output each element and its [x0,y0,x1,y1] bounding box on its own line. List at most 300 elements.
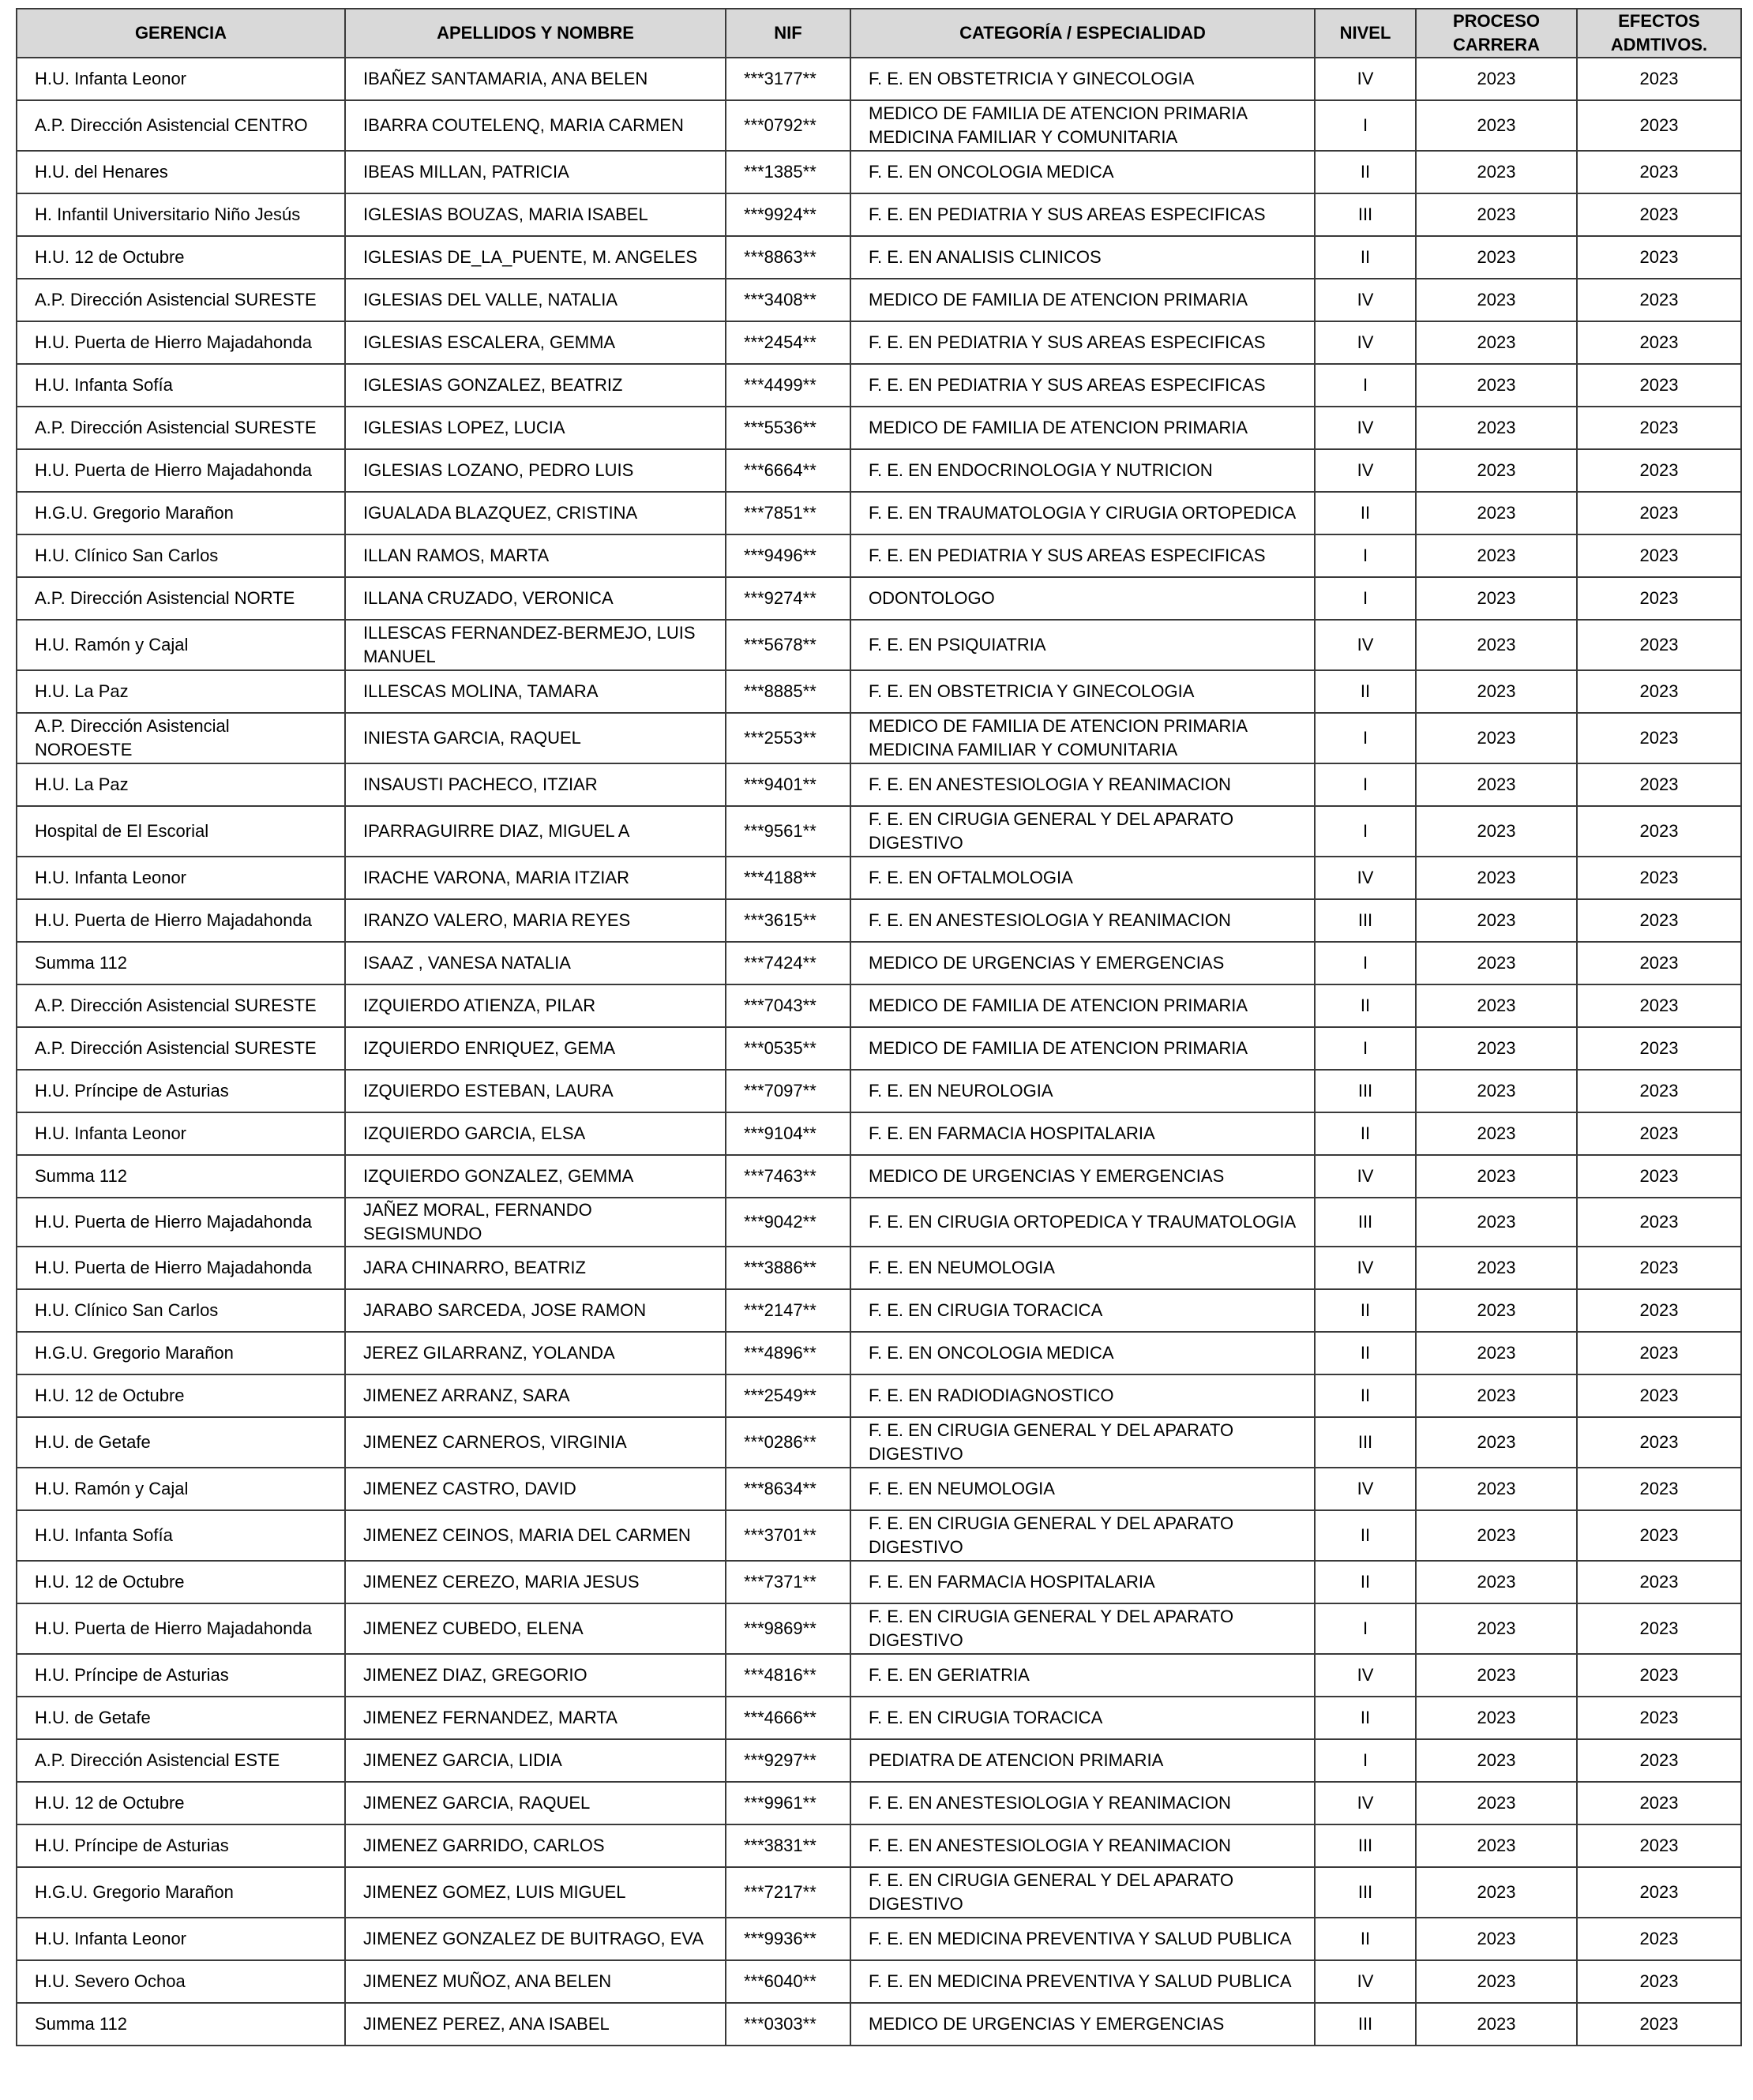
cell-nif: ***3886** [726,1247,850,1289]
table-row [17,1155,1741,1198]
cell-nivel: III [1315,1824,1416,1867]
cell-categoria: F. E. EN CIRUGIA GENERAL Y DEL APARATO DIGESTIVO [850,1867,1315,1918]
table-row [17,100,1741,151]
table-row [17,577,1741,620]
cell-nivel: IV [1315,279,1416,321]
cell-efectos: 2023 [1577,2003,1741,2046]
cell-gerencia: H.U. Puerta de Hierro Majadahonda [17,1198,345,1247]
cell-proceso: 2023 [1416,1561,1577,1603]
cell-categoria: F. E. EN OFTALMOLOGIA [850,857,1315,899]
cell-proceso: 2023 [1416,492,1577,534]
cell-efectos: 2023 [1577,58,1741,100]
table-row [17,620,1741,670]
table-row [17,449,1741,492]
cell-categoria: F. E. EN ONCOLOGIA MEDICA [850,151,1315,193]
cell-gerencia: H.G.U. Gregorio Marañon [17,1332,345,1374]
staff-table [16,8,1742,2046]
cell-nivel: IV [1315,1782,1416,1824]
cell-efectos: 2023 [1577,534,1741,577]
cell-nif: ***6664** [726,449,850,492]
cell-nivel: II [1315,1374,1416,1417]
cell-efectos: 2023 [1577,577,1741,620]
cell-proceso: 2023 [1416,1289,1577,1332]
table-row [17,1960,1741,2003]
cell-gerencia: H.U. Príncipe de Asturias [17,1654,345,1697]
cell-nivel: III [1315,1867,1416,1918]
cell-proceso: 2023 [1416,236,1577,279]
cell-nivel: III [1315,1198,1416,1247]
cell-proceso: 2023 [1416,899,1577,942]
cell-proceso: 2023 [1416,1697,1577,1739]
cell-nombre: IBAÑEZ SANTAMARIA, ANA BELEN [345,58,726,100]
cell-gerencia: A.P. Dirección Asistencial NOROESTE [17,713,345,763]
cell-efectos: 2023 [1577,193,1741,236]
cell-proceso: 2023 [1416,713,1577,763]
cell-nivel: IV [1315,407,1416,449]
cell-proceso: 2023 [1416,2003,1577,2046]
cell-nombre: INSAUSTI PACHECO, ITZIAR [345,763,726,806]
cell-proceso: 2023 [1416,321,1577,364]
cell-categoria: F. E. EN ANALISIS CLINICOS [850,236,1315,279]
cell-proceso: 2023 [1416,1603,1577,1654]
cell-efectos: 2023 [1577,1739,1741,1782]
cell-nif: ***5536** [726,407,850,449]
table-row [17,1697,1741,1739]
cell-nombre: ISAAZ , VANESA NATALIA [345,942,726,984]
cell-nivel: II [1315,1918,1416,1960]
cell-categoria: F. E. EN PEDIATRIA Y SUS AREAS ESPECIFICAS [850,193,1315,236]
table-row [17,407,1741,449]
cell-efectos: 2023 [1577,1960,1741,2003]
cell-efectos: 2023 [1577,984,1741,1027]
table-row [17,713,1741,763]
cell-nif: ***3177** [726,58,850,100]
cell-efectos: 2023 [1577,1417,1741,1468]
cell-nombre: JEREZ GILARRANZ, YOLANDA [345,1332,726,1374]
cell-nombre: JIMENEZ FERNANDEZ, MARTA [345,1697,726,1739]
cell-nif: ***6040** [726,1960,850,2003]
cell-nombre: IPARRAGUIRRE DIAZ, MIGUEL A [345,806,726,857]
header-row [17,9,1741,58]
cell-categoria: MEDICO DE FAMILIA DE ATENCION PRIMARIA [850,1027,1315,1070]
cell-gerencia: A.P. Dirección Asistencial CENTRO [17,100,345,151]
cell-nif: ***2553** [726,713,850,763]
cell-nif: ***0286** [726,1417,850,1468]
table-row [17,1824,1741,1867]
cell-nombre: IZQUIERDO ATIENZA, PILAR [345,984,726,1027]
cell-proceso: 2023 [1416,1824,1577,1867]
cell-nombre: JIMENEZ CASTRO, DAVID [345,1468,726,1510]
cell-nif: ***4188** [726,857,850,899]
cell-categoria: F. E. EN FARMACIA HOSPITALARIA [850,1561,1315,1603]
cell-gerencia: Summa 112 [17,1155,345,1198]
cell-proceso: 2023 [1416,984,1577,1027]
document-page [16,8,1742,2046]
cell-gerencia: H.U. Ramón y Cajal [17,620,345,670]
cell-proceso: 2023 [1416,193,1577,236]
cell-efectos: 2023 [1577,1918,1741,1960]
table-row [17,984,1741,1027]
cell-nivel: I [1315,942,1416,984]
header-nivel: NIVEL [1315,9,1416,58]
cell-nivel: II [1315,1697,1416,1739]
cell-nivel: II [1315,670,1416,713]
cell-proceso: 2023 [1416,58,1577,100]
cell-efectos: 2023 [1577,1561,1741,1603]
cell-nivel: IV [1315,620,1416,670]
cell-nivel: I [1315,1027,1416,1070]
cell-efectos: 2023 [1577,1155,1741,1198]
cell-nif: ***8863** [726,236,850,279]
cell-nivel: I [1315,577,1416,620]
cell-categoria: MEDICO DE URGENCIAS Y EMERGENCIAS [850,1155,1315,1198]
cell-categoria: F. E. EN PEDIATRIA Y SUS AREAS ESPECIFICAS [850,364,1315,407]
cell-nombre: ILLAN RAMOS, MARTA [345,534,726,577]
cell-efectos: 2023 [1577,1070,1741,1112]
cell-nivel: II [1315,1332,1416,1374]
cell-gerencia: H.U. 12 de Octubre [17,1782,345,1824]
cell-efectos: 2023 [1577,899,1741,942]
cell-nombre: IGLESIAS DE_LA_PUENTE, M. ANGELES [345,236,726,279]
cell-nombre: JIMENEZ ARRANZ, SARA [345,1374,726,1417]
table-row [17,492,1741,534]
cell-proceso: 2023 [1416,763,1577,806]
cell-gerencia: Summa 112 [17,942,345,984]
cell-proceso: 2023 [1416,407,1577,449]
cell-categoria: MEDICO DE FAMILIA DE ATENCION PRIMARIA [850,984,1315,1027]
cell-nif: ***2454** [726,321,850,364]
header-gerencia: GERENCIA [17,9,345,58]
cell-proceso: 2023 [1416,1070,1577,1112]
cell-categoria: F. E. EN PSIQUIATRIA [850,620,1315,670]
cell-categoria: F. E. EN OBSTETRICIA Y GINECOLOGIA [850,58,1315,100]
cell-efectos: 2023 [1577,713,1741,763]
table-row [17,670,1741,713]
table-row [17,1918,1741,1960]
cell-gerencia: H. Infantil Universitario Niño Jesús [17,193,345,236]
cell-gerencia: A.P. Dirección Asistencial ESTE [17,1739,345,1782]
cell-proceso: 2023 [1416,1155,1577,1198]
cell-proceso: 2023 [1416,279,1577,321]
cell-gerencia: H.U. de Getafe [17,1417,345,1468]
cell-gerencia: H.U. Infanta Sofía [17,1510,345,1561]
cell-nivel: IV [1315,58,1416,100]
cell-nivel: I [1315,763,1416,806]
cell-efectos: 2023 [1577,1654,1741,1697]
cell-gerencia: H.U. Clínico San Carlos [17,534,345,577]
cell-proceso: 2023 [1416,534,1577,577]
table-row [17,1561,1741,1603]
cell-categoria: F. E. EN FARMACIA HOSPITALARIA [850,1112,1315,1155]
cell-nivel: III [1315,899,1416,942]
cell-nif: ***2549** [726,1374,850,1417]
cell-proceso: 2023 [1416,364,1577,407]
cell-nombre: IGLESIAS BOUZAS, MARIA ISABEL [345,193,726,236]
cell-nivel: II [1315,984,1416,1027]
cell-gerencia: H.U. Príncipe de Asturias [17,1824,345,1867]
cell-nif: ***9869** [726,1603,850,1654]
cell-efectos: 2023 [1577,1027,1741,1070]
cell-gerencia: H.U. Ramón y Cajal [17,1468,345,1510]
cell-proceso: 2023 [1416,577,1577,620]
cell-nombre: IGLESIAS DEL VALLE, NATALIA [345,279,726,321]
header-nombre: APELLIDOS Y NOMBRE [345,9,726,58]
cell-efectos: 2023 [1577,1198,1741,1247]
cell-efectos: 2023 [1577,670,1741,713]
cell-nivel: II [1315,1289,1416,1332]
table-row [17,857,1741,899]
cell-nif: ***5678** [726,620,850,670]
cell-nombre: JIMENEZ CUBEDO, ELENA [345,1603,726,1654]
cell-efectos: 2023 [1577,806,1741,857]
cell-efectos: 2023 [1577,100,1741,151]
cell-nivel: II [1315,1510,1416,1561]
cell-efectos: 2023 [1577,1510,1741,1561]
cell-nombre: IGLESIAS LOZANO, PEDRO LUIS [345,449,726,492]
table-row [17,534,1741,577]
cell-gerencia: H.G.U. Gregorio Marañon [17,492,345,534]
cell-nombre: IZQUIERDO ESTEBAN, LAURA [345,1070,726,1112]
cell-nombre: IZQUIERDO GONZALEZ, GEMMA [345,1155,726,1198]
cell-gerencia: H.U. 12 de Octubre [17,1561,345,1603]
table-row [17,321,1741,364]
cell-categoria: F. E. EN ANESTESIOLOGIA Y REANIMACION [850,763,1315,806]
cell-efectos: 2023 [1577,857,1741,899]
cell-categoria: F. E. EN TRAUMATOLOGIA Y CIRUGIA ORTOPEDICA [850,492,1315,534]
cell-efectos: 2023 [1577,1289,1741,1332]
cell-nif: ***7851** [726,492,850,534]
table-row [17,1603,1741,1654]
cell-nivel: I [1315,1603,1416,1654]
cell-nombre: JIMENEZ CEREZO, MARIA JESUS [345,1561,726,1603]
cell-nivel: III [1315,1070,1416,1112]
cell-nif: ***9936** [726,1918,850,1960]
cell-nombre: JIMENEZ CEINOS, MARIA DEL CARMEN [345,1510,726,1561]
cell-gerencia: H.U. Puerta de Hierro Majadahonda [17,321,345,364]
cell-gerencia: A.P. Dirección Asistencial SURESTE [17,984,345,1027]
cell-categoria: F. E. EN NEUMOLOGIA [850,1247,1315,1289]
cell-efectos: 2023 [1577,1332,1741,1374]
cell-categoria: F. E. EN CIRUGIA TORACICA [850,1289,1315,1332]
cell-proceso: 2023 [1416,1468,1577,1510]
cell-nif: ***0792** [726,100,850,151]
cell-nif: ***9401** [726,763,850,806]
cell-nif: ***3701** [726,1510,850,1561]
cell-nombre: JIMENEZ GARCIA, RAQUEL [345,1782,726,1824]
table-row [17,2003,1741,2046]
cell-categoria: MEDICO DE FAMILIA DE ATENCION PRIMARIA MEDICINA FAMILIAR Y COMUNITARIA [850,100,1315,151]
cell-proceso: 2023 [1416,449,1577,492]
cell-categoria: PEDIATRA DE ATENCION PRIMARIA [850,1739,1315,1782]
cell-efectos: 2023 [1577,763,1741,806]
table-row [17,1417,1741,1468]
cell-nombre: ILLESCAS MOLINA, TAMARA [345,670,726,713]
cell-categoria: MEDICO DE FAMILIA DE ATENCION PRIMARIA MEDICINA FAMILIAR Y COMUNITARIA [850,713,1315,763]
cell-nombre: IBEAS MILLAN, PATRICIA [345,151,726,193]
cell-nif: ***3615** [726,899,850,942]
cell-categoria: F. E. EN NEUROLOGIA [850,1070,1315,1112]
cell-categoria: F. E. EN CIRUGIA GENERAL Y DEL APARATO DIGESTIVO [850,1417,1315,1468]
cell-gerencia: H.U. del Henares [17,151,345,193]
cell-nivel: IV [1315,449,1416,492]
cell-proceso: 2023 [1416,1112,1577,1155]
header-nif: NIF [726,9,850,58]
table-row [17,1070,1741,1112]
cell-nivel: I [1315,100,1416,151]
cell-proceso: 2023 [1416,620,1577,670]
cell-nombre: IRANZO VALERO, MARIA REYES [345,899,726,942]
cell-categoria: F. E. EN ANESTESIOLOGIA Y REANIMACION [850,1824,1315,1867]
cell-gerencia: A.P. Dirección Asistencial SURESTE [17,279,345,321]
table-row [17,1374,1741,1417]
cell-nif: ***7463** [726,1155,850,1198]
cell-categoria: F. E. EN ONCOLOGIA MEDICA [850,1332,1315,1374]
cell-gerencia: H.U. Puerta de Hierro Majadahonda [17,899,345,942]
cell-nif: ***9496** [726,534,850,577]
cell-nif: ***0535** [726,1027,850,1070]
cell-nivel: I [1315,806,1416,857]
cell-nivel: II [1315,236,1416,279]
cell-nombre: IZQUIERDO GARCIA, ELSA [345,1112,726,1155]
cell-proceso: 2023 [1416,1198,1577,1247]
cell-gerencia: H.U. 12 de Octubre [17,236,345,279]
cell-nombre: IZQUIERDO ENRIQUEZ, GEMA [345,1027,726,1070]
cell-nivel: IV [1315,1155,1416,1198]
cell-nombre: IGUALADA BLAZQUEZ, CRISTINA [345,492,726,534]
cell-categoria: F. E. EN CIRUGIA GENERAL Y DEL APARATO DIGESTIVO [850,806,1315,857]
cell-categoria: F. E. EN CIRUGIA TORACICA [850,1697,1315,1739]
table-row [17,364,1741,407]
cell-nivel: IV [1315,321,1416,364]
cell-gerencia: H.U. Infanta Leonor [17,1112,345,1155]
cell-nivel: I [1315,364,1416,407]
cell-nivel: IV [1315,857,1416,899]
cell-gerencia: H.U. Infanta Leonor [17,857,345,899]
cell-categoria: ODONTOLOGO [850,577,1315,620]
cell-proceso: 2023 [1416,857,1577,899]
cell-nombre: JIMENEZ GARRIDO, CARLOS [345,1824,726,1867]
header-efectos: EFECTOS ADMTIVOS. [1577,9,1741,58]
cell-categoria: F. E. EN PEDIATRIA Y SUS AREAS ESPECIFICAS [850,534,1315,577]
table-row [17,1654,1741,1697]
cell-nombre: JIMENEZ GOMEZ, LUIS MIGUEL [345,1867,726,1918]
cell-categoria: F. E. EN MEDICINA PREVENTIVA Y SALUD PUBLICA [850,1918,1315,1960]
table-row [17,1112,1741,1155]
cell-nombre: JIMENEZ MUÑOZ, ANA BELEN [345,1960,726,2003]
cell-categoria: F. E. EN NEUMOLOGIA [850,1468,1315,1510]
cell-efectos: 2023 [1577,620,1741,670]
cell-gerencia: H.U. Infanta Leonor [17,1918,345,1960]
cell-nif: ***4896** [726,1332,850,1374]
cell-categoria: F. E. EN CIRUGIA ORTOPEDICA Y TRAUMATOLOGIA [850,1198,1315,1247]
cell-nif: ***2147** [726,1289,850,1332]
cell-nif: ***7217** [726,1867,850,1918]
cell-nivel: III [1315,2003,1416,2046]
cell-nombre: IBARRA COUTELENQ, MARIA CARMEN [345,100,726,151]
cell-nif: ***3831** [726,1824,850,1867]
table-row [17,236,1741,279]
cell-nombre: JIMENEZ GARCIA, LIDIA [345,1739,726,1782]
cell-proceso: 2023 [1416,100,1577,151]
table-row [17,193,1741,236]
cell-categoria: F. E. EN OBSTETRICIA Y GINECOLOGIA [850,670,1315,713]
cell-gerencia: H.U. Infanta Leonor [17,58,345,100]
cell-efectos: 2023 [1577,1782,1741,1824]
table-row [17,58,1741,100]
cell-nivel: II [1315,1561,1416,1603]
table-row [17,942,1741,984]
cell-gerencia: H.U. Severo Ochoa [17,1960,345,2003]
cell-gerencia: H.U. Puerta de Hierro Majadahonda [17,449,345,492]
cell-proceso: 2023 [1416,1374,1577,1417]
cell-nif: ***0303** [726,2003,850,2046]
cell-efectos: 2023 [1577,407,1741,449]
table-row [17,1782,1741,1824]
cell-nombre: ILLANA CRUZADO, VERONICA [345,577,726,620]
cell-proceso: 2023 [1416,1960,1577,2003]
cell-gerencia: H.U. Príncipe de Asturias [17,1070,345,1112]
cell-proceso: 2023 [1416,1510,1577,1561]
cell-nif: ***8885** [726,670,850,713]
cell-nivel: III [1315,193,1416,236]
cell-nivel: I [1315,1739,1416,1782]
cell-nif: ***9561** [726,806,850,857]
cell-proceso: 2023 [1416,942,1577,984]
cell-nivel: IV [1315,1654,1416,1697]
cell-efectos: 2023 [1577,449,1741,492]
table-row [17,1468,1741,1510]
cell-nivel: IV [1315,1960,1416,2003]
cell-nivel: II [1315,492,1416,534]
table-row [17,899,1741,942]
cell-efectos: 2023 [1577,364,1741,407]
cell-nombre: JIMENEZ CARNEROS, VIRGINIA [345,1417,726,1468]
cell-nif: ***7371** [726,1561,850,1603]
cell-nif: ***4666** [726,1697,850,1739]
cell-proceso: 2023 [1416,1247,1577,1289]
cell-efectos: 2023 [1577,236,1741,279]
cell-gerencia: Hospital de El Escorial [17,806,345,857]
cell-nivel: I [1315,534,1416,577]
table-row [17,151,1741,193]
cell-categoria: F. E. EN GERIATRIA [850,1654,1315,1697]
cell-categoria: F. E. EN CIRUGIA GENERAL Y DEL APARATO DIGESTIVO [850,1510,1315,1561]
table-row [17,1867,1741,1918]
table-row [17,763,1741,806]
cell-categoria: F. E. EN MEDICINA PREVENTIVA Y SALUD PUBLICA [850,1960,1315,2003]
cell-categoria: MEDICO DE URGENCIAS Y EMERGENCIAS [850,2003,1315,2046]
cell-nombre: JARA CHINARRO, BEATRIZ [345,1247,726,1289]
cell-nif: ***9961** [726,1782,850,1824]
cell-proceso: 2023 [1416,151,1577,193]
cell-proceso: 2023 [1416,806,1577,857]
cell-nif: ***7043** [726,984,850,1027]
cell-gerencia: H.U. Puerta de Hierro Majadahonda [17,1603,345,1654]
cell-gerencia: A.P. Dirección Asistencial NORTE [17,577,345,620]
cell-nif: ***1385** [726,151,850,193]
cell-nif: ***7424** [726,942,850,984]
cell-proceso: 2023 [1416,1918,1577,1960]
cell-nombre: ILLESCAS FERNANDEZ-BERMEJO, LUIS MANUEL [345,620,726,670]
cell-nivel: III [1315,1417,1416,1468]
cell-nombre: IGLESIAS ESCALERA, GEMMA [345,321,726,364]
cell-nivel: II [1315,151,1416,193]
cell-efectos: 2023 [1577,942,1741,984]
table-row [17,279,1741,321]
cell-nombre: JIMENEZ GONZALEZ DE BUITRAGO, EVA [345,1918,726,1960]
cell-efectos: 2023 [1577,492,1741,534]
cell-nombre: IGLESIAS LOPEZ, LUCIA [345,407,726,449]
